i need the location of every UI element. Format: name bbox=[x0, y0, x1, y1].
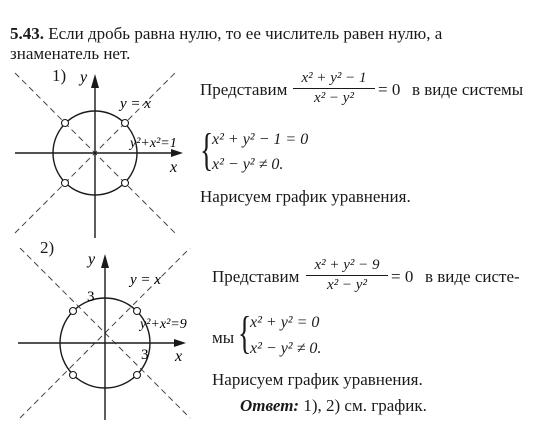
answer bbox=[240, 396, 427, 416]
part2-tail: в виде систе- bbox=[425, 267, 520, 286]
part1-circle-label: y²+x²=1 bbox=[130, 136, 177, 151]
part1-eq2: x² − y² ≠ 0. bbox=[212, 156, 284, 173]
part1-y-axis-label: y bbox=[80, 69, 88, 86]
part1-excluded-point bbox=[62, 120, 69, 127]
problem-statement bbox=[10, 24, 442, 44]
part1-conclusion: Нарисуем график уравнения. bbox=[200, 187, 411, 206]
part2-fraction-bar bbox=[306, 275, 388, 276]
part2-tick-x: 3 bbox=[141, 347, 149, 363]
problem-number: 5.43. bbox=[10, 24, 44, 43]
part2-equals: = 0 bbox=[391, 267, 414, 286]
part2-eq2: x² − y² ≠ 0. bbox=[250, 340, 322, 357]
part1-excluded-point bbox=[122, 120, 129, 127]
part2-system-brace: { bbox=[238, 307, 252, 358]
part2-conclusion: Нарисуем график уравнения. bbox=[212, 370, 423, 389]
answer-label: Ответ: bbox=[240, 396, 300, 415]
answer-text: 1), 2) см. график. bbox=[299, 396, 427, 415]
part2-eq1: x² + y² = 0 bbox=[250, 314, 320, 331]
part1-denominator: x² − y² bbox=[314, 90, 354, 106]
part2-line-label: y = x bbox=[130, 272, 161, 288]
part2-x-axis-label: x bbox=[175, 348, 183, 365]
part2-fraction bbox=[306, 257, 388, 294]
part2-excluded-point bbox=[70, 308, 77, 315]
part1-equals: = 0 bbox=[378, 80, 401, 99]
part2-prefix: мы bbox=[212, 328, 235, 347]
part2-denominator: x² − y² bbox=[327, 277, 367, 293]
statement-line2: знаменатель нет. bbox=[10, 44, 131, 63]
part2-y-arrow bbox=[101, 254, 109, 268]
statement-line1: Если дробь равна нулю, то ее числитель равен нулю, а bbox=[44, 24, 443, 43]
part1-tail: в виде системы bbox=[412, 80, 524, 99]
part1-fraction-bar bbox=[293, 88, 375, 89]
part1-line-label: y = x bbox=[120, 96, 151, 112]
part1-fraction bbox=[293, 70, 375, 107]
part1-graph bbox=[10, 68, 190, 243]
part2-excluded-point bbox=[134, 372, 141, 379]
part2-intro: Представим bbox=[212, 267, 300, 286]
part2-y-axis-label: y bbox=[88, 251, 96, 268]
part2-tick-y: 3 bbox=[87, 289, 95, 305]
part2-x-arrow bbox=[174, 339, 186, 347]
part1-eq1: x² + y² − 1 = 0 bbox=[212, 131, 309, 148]
part2-excluded-point bbox=[134, 308, 141, 315]
part1-numerator: x² + y² − 1 bbox=[301, 70, 367, 86]
part1-label: 1) bbox=[52, 66, 67, 85]
part2-label: 2) bbox=[40, 238, 55, 257]
part1-x-axis-label: x bbox=[170, 159, 178, 176]
part2-graph bbox=[10, 248, 210, 423]
part2-numerator: x² + y² − 9 bbox=[314, 257, 380, 273]
part1-excluded-point bbox=[62, 180, 69, 187]
part1-y-arrow bbox=[91, 74, 99, 88]
part2-excluded-point bbox=[70, 372, 77, 379]
part2-circle-label: y²+x²=9 bbox=[140, 317, 187, 332]
part1-intro: Представим bbox=[200, 80, 288, 99]
part1-excluded-point bbox=[122, 180, 129, 187]
part1-system-brace: { bbox=[200, 124, 214, 175]
